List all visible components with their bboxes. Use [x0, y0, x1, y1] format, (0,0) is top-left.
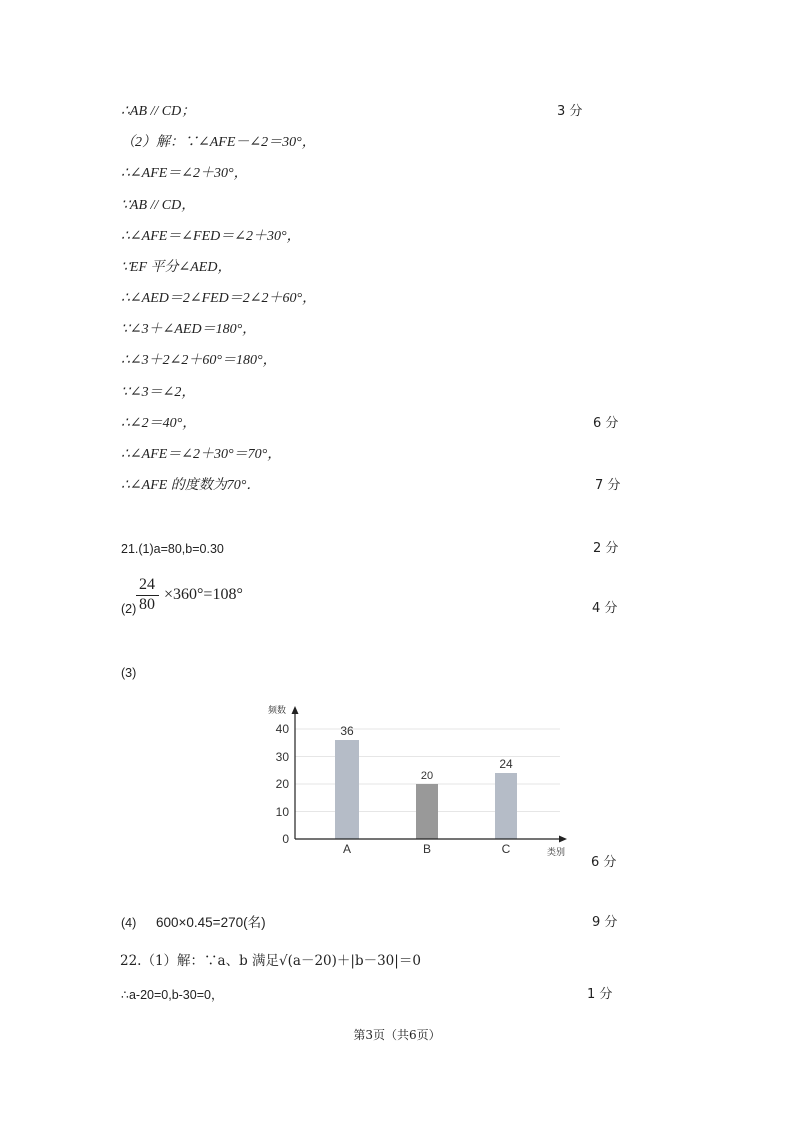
bar-c: [495, 773, 517, 839]
q21-part4-score: 9 分: [592, 915, 618, 930]
proof-line-6: ∵EF 平分∠AED，: [121, 260, 232, 275]
y-tick-20: 20: [275, 777, 289, 791]
proof-line-5: ∴∠AFE＝∠FED＝∠2＋30°，: [121, 229, 301, 244]
page-footer: 第3页（共6页）: [353, 1028, 441, 1042]
y-tick-40: 40: [275, 722, 289, 736]
q21-part1: 21.(1)a=80,b=0.30: [121, 542, 224, 556]
q22-line2-score: 1 分: [587, 987, 613, 1002]
y-axis-title: 频数: [268, 705, 287, 715]
proof-line-13: ∴∠AFE 的度数为70°．: [121, 478, 261, 493]
fraction-rest: ×360°=108°: [164, 586, 243, 603]
y-axis-arrow: [292, 706, 299, 714]
score-6: 6 分: [593, 416, 619, 431]
q21-part2-label: (2): [121, 602, 137, 616]
q21-part4-text: 600×0.45=270(名): [156, 915, 266, 930]
q22-line2: ∴a-20=0,b-30=0，: [121, 988, 224, 1002]
x-axis-title: 类别: [547, 847, 566, 857]
fraction-denominator: 80: [139, 596, 155, 613]
proof-line-11: ∴∠2＝40°，: [121, 416, 197, 431]
bar-label-c: 24: [499, 757, 513, 771]
bar-b: [416, 784, 438, 839]
bar-label-a: 36: [340, 724, 354, 738]
proof-line-12: ∴∠AFE＝∠2＋30°＝70°，: [121, 447, 282, 462]
x-category-a: A: [342, 842, 352, 856]
proof-line-1: ∴AB // CD；: [121, 104, 196, 119]
bar-label-b: 20: [420, 770, 434, 782]
q21-part3-score: 6 分: [591, 855, 617, 870]
proof-line-7: ∴∠AED＝2∠FED＝2∠2＋60°，: [121, 291, 317, 306]
x-axis-arrow: [559, 836, 567, 843]
x-category-c: C: [501, 842, 511, 856]
bar-a: [335, 740, 359, 839]
proof-line-10: ∵∠3＝∠2，: [121, 385, 196, 400]
q22-line1: 22.（1）解：∵a、b 满足√(a－20)＋|b－30|＝0: [120, 953, 421, 969]
bar-chart: [255, 700, 585, 865]
q21-part2-score: 4 分: [592, 601, 618, 616]
score-3: 3 分: [557, 104, 583, 119]
score-7: 7 分: [595, 478, 621, 493]
proof-line-3: ∴∠AFE＝∠2＋30°，: [121, 166, 248, 181]
y-tick-0: 0: [282, 832, 289, 846]
proof-line-2: （2）解：∵∠AFE－∠2＝30°，: [121, 135, 316, 150]
q21-part3-label: (3): [121, 666, 137, 680]
proof-line-4: ∵AB // CD，: [121, 198, 196, 213]
proof-line-9: ∴∠3＋2∠2＋60°＝180°，: [121, 353, 277, 368]
q21-part1-score: 2 分: [593, 541, 619, 556]
q21-part4-label: (4): [121, 916, 137, 930]
fraction-numerator: 24: [139, 576, 155, 593]
x-category-b: B: [422, 842, 432, 856]
proof-line-8: ∵∠3＋∠AED＝180°，: [121, 322, 257, 337]
y-tick-30: 30: [275, 750, 289, 764]
y-tick-10: 10: [275, 805, 289, 819]
